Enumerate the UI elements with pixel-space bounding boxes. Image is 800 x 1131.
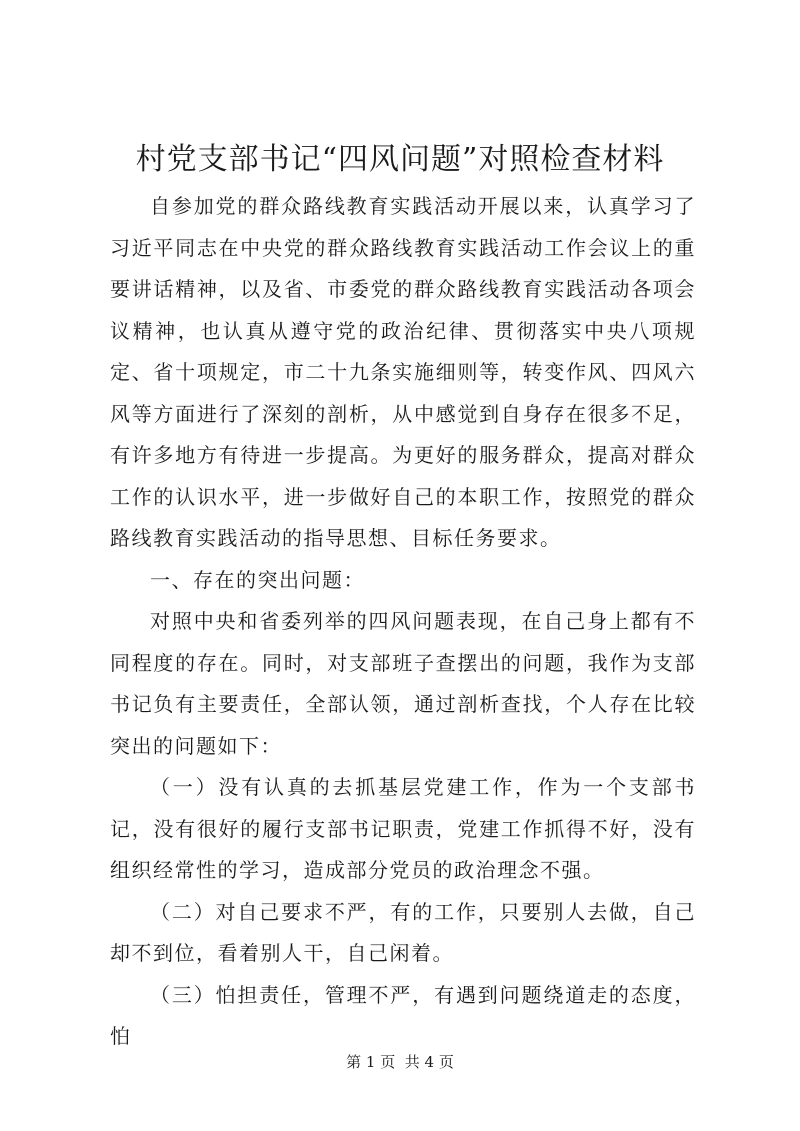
- document-title: 村党支部书记“四风问题”对照检查材料: [135, 142, 665, 177]
- paragraph-intro: 自参加党的群众路线教育实践活动开展以来，认真学习了习近平同志在中央党的群众路线教育实践活动工作会议上的重要讲话精神，以及省、市委党的群众路线教育实践活动各项会议精神，也认真从遵守党的政治纪律、贯彻落实中央八项规定、省十项规定，市二十九条实施细则等，转变作风、四风六风等方面进行了深刻的剖析，从中感觉到自身存在很多不足，有许多地方有待进一步提高。为更好的服务群众，提高对群众工作的认识水平，进一步做好自己的本职工作，按照党的群众路线教育实践活动的指导思想、目标任务要求。: [110, 194, 696, 550]
- paragraph-item-2: （二）对自己要求不严，有的工作，只要别人去做，自己却不到位，看着别人干，自己闲着。: [110, 899, 696, 965]
- paragraph-item-1: （一）没有认真的去抓基层党建工作，作为一个支部书记，没有很好的履行支部书记职责，党建工作抓得不好，没有组织经常性的学习，造成部分党员的政治理念不强。: [110, 775, 696, 882]
- section-heading-problems: 一、存在的突出问题：: [150, 567, 365, 592]
- document-body: [110, 186, 696, 1058]
- paragraph-item-3: （三）怕担责任，管理不严，有遇到问题绕道走的态度，怕: [110, 982, 696, 1048]
- page-footer: 第 1 页 共 4 页: [346, 1053, 454, 1071]
- paragraph-overview: 对照中央和省委列举的四风问题表现，在自己身上都有不同程度的存在。同时，对支部班子查摆出的问题，我作为支部书记负有主要责任，全部认领，通过剖析查找，个人存在比较突出的问题如下：: [110, 609, 696, 758]
